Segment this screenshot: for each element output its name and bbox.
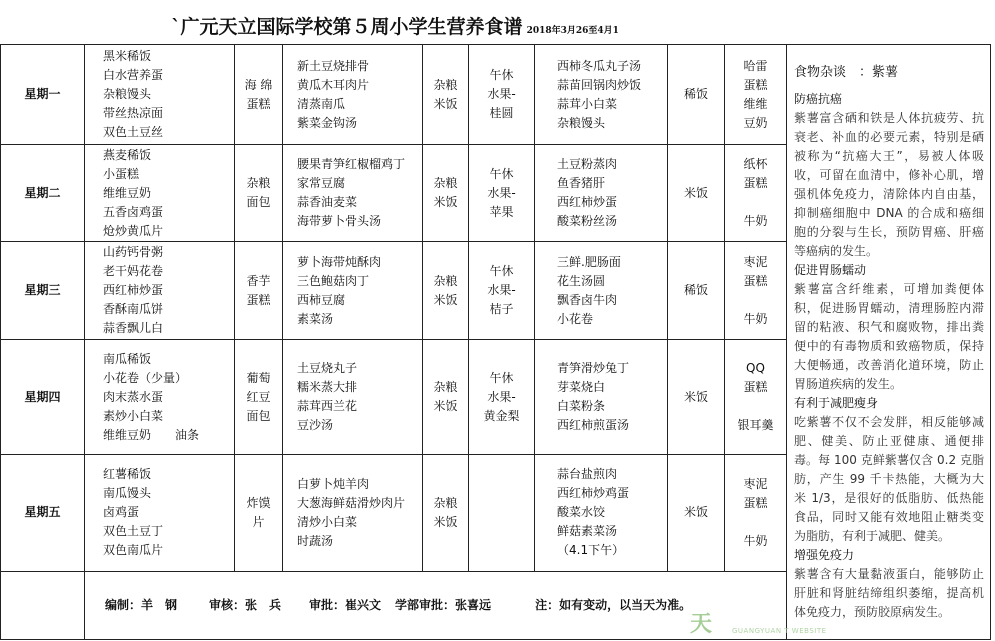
lunch-cell-line: 糯米蒸大排 [297, 380, 358, 395]
dinner-cell-line: 蒜苗回锅肉炒饭 [557, 77, 642, 92]
dinner-cell-line: 小花卷 [557, 311, 594, 326]
lunch-staple-cell [423, 242, 469, 340]
sidebar-section-title: 有利于减肥瘦身 [794, 396, 879, 410]
breakfast-cell-line: 南瓜稀饭 [103, 351, 152, 366]
breakfast-cell-line: 山药钙骨粥 [103, 245, 164, 260]
sidebar-section-title: 促进胃肠蠕动 [794, 263, 867, 277]
breakfast-cell-line: 炝炒黄瓜片 [103, 223, 164, 238]
lunch-staple-cell-line: 杂粮 [433, 495, 458, 510]
snack-cell-line: 红豆 [246, 389, 271, 404]
day-name: 星期四 [1, 340, 85, 454]
lunch-cell [283, 145, 423, 242]
sidebar-section-body: 吃紫薯不仅不会发胖，相反能够减肥、健美、防止亚健康、通便排毒。每 100 克鲜紫薯仅含 0.2 克脂肪，产生 99 千卡热能，大概为大米 1/3，是很好的低脂肪、低热能食品，同时又能有效地阻止糖类变为脂肪，有利于减肥、健美。 [794, 415, 984, 543]
night-snack-cell [725, 242, 787, 340]
snack-cell [235, 340, 283, 454]
dinner-cell [535, 340, 668, 454]
day-name: 星期三 [1, 242, 85, 340]
dinner-cell-line: 蒜台盐煎肉 [557, 467, 618, 482]
breakfast-cell-line: 维维豆奶 油条 [103, 427, 200, 442]
snack-cell-line: 面包 [246, 195, 271, 210]
breakfast-cell-line: 双色南瓜片 [103, 543, 164, 558]
dinner-staple-cell-line: 米饭 [683, 389, 708, 404]
lunch-cell [283, 242, 423, 340]
watermark-text: GUANGYUAN T WEBSITE [732, 627, 827, 635]
breakfast-cell [85, 45, 235, 145]
lunch-staple-cell-line: 米饭 [433, 292, 458, 307]
dinner-cell-line: （4.1下午） [557, 543, 625, 558]
lunch-staple-cell-line: 杂粮 [433, 380, 458, 395]
night-snack-cell-line: 枣泥 [743, 254, 768, 269]
lunch-cell [283, 45, 423, 145]
lunch-cell-line: 豆沙汤 [297, 418, 334, 433]
night-snack-cell-line: 维维 [743, 96, 768, 111]
lunch-staple-cell-line: 米饭 [433, 399, 458, 414]
signature-footer [85, 571, 787, 639]
rest-cell [469, 454, 535, 571]
lunch-cell [283, 454, 423, 571]
rest-cell-line: 水果- [487, 283, 516, 298]
day-name: 星期一 [1, 45, 85, 145]
day-name: 星期五 [1, 454, 85, 571]
sidebar-section-title: 增强免疫力 [794, 548, 855, 562]
rest-cell-line: 黄金梨 [483, 408, 520, 423]
watermark-logo: 天 [690, 612, 713, 637]
lunch-staple-cell-line: 米饭 [433, 96, 458, 111]
rest-cell-line: 苹果 [489, 204, 514, 219]
snack-cell [235, 454, 283, 571]
night-snack-cell-line [725, 193, 786, 212]
dinner-cell-line: 白菜粉条 [557, 399, 606, 414]
breakfast-cell [85, 145, 235, 242]
dinner-staple-cell-line: 稀饭 [683, 283, 708, 298]
breakfast-cell-line: 素炒小白菜 [103, 408, 164, 423]
dinner-cell-line: 土豆粉蒸肉 [557, 157, 618, 172]
lunch-cell-line: 腰果青笋红椒榴鸡丁 [297, 157, 406, 172]
dinner-cell [535, 145, 668, 242]
night-snack-cell [725, 454, 787, 571]
footer-editor: 编制：羊 钢 [105, 597, 178, 612]
sidebar-section-body: 紫薯含有大量黏液蛋白，能够防止肝脏和肾脏结缔组织萎缩，提高机体免疫力，预防胶原病发生。 [794, 567, 984, 619]
rest-cell-line: 水果- [487, 389, 516, 404]
snack-cell [235, 145, 283, 242]
night-snack-cell-line: 豆奶 [743, 115, 768, 130]
snack-cell-line: 杂粮 [246, 176, 271, 191]
dinner-staple-cell [668, 45, 725, 145]
dinner-cell [535, 454, 668, 571]
breakfast-cell [85, 242, 235, 340]
rest-cell [469, 145, 535, 242]
sidebar-section-title: 防癌抗癌 [794, 92, 843, 106]
rest-cell-line: 午休 [489, 370, 514, 385]
day-name: 星期二 [1, 145, 85, 242]
lunch-cell-line: 蒜香油麦菜 [297, 195, 358, 210]
lunch-staple-cell-line: 米饭 [433, 514, 458, 529]
footer-note: 注：如有变动，以当天为准。 [535, 597, 692, 612]
breakfast-cell-line: 黑米稀饭 [103, 49, 152, 64]
rest-cell-line: 桔子 [489, 302, 514, 317]
lunch-staple-cell-line: 米饭 [433, 195, 458, 210]
dinner-cell-line: 西红柿炒蛋 [557, 195, 618, 210]
dinner-cell [535, 45, 668, 145]
dinner-staple-cell [668, 454, 725, 571]
dinner-cell-line: 西红柿炒鸡蛋 [557, 486, 630, 501]
night-snack-cell-line: 蛋糕 [743, 273, 768, 288]
lunch-cell-line: 清蒸南瓜 [297, 96, 346, 111]
breakfast-cell-line: 香酥南瓜饼 [103, 302, 164, 317]
rest-cell-line: 午休 [489, 166, 514, 181]
rest-cell-line: 桂圆 [489, 106, 514, 121]
breakfast-cell-line: 蒜香飘儿白 [103, 321, 164, 336]
night-snack-cell-line: 蛋糕 [743, 77, 768, 92]
snack-cell-line: 蛋糕 [246, 96, 271, 111]
sidebar-heading: 食物杂谈 ：紫薯 [794, 65, 899, 80]
snack-cell-line: 香芋 [246, 273, 271, 288]
lunch-cell-line: 海带萝卜骨头汤 [297, 214, 382, 229]
night-snack-cell-line: 哈雷 [743, 58, 768, 73]
footer-reviewer: 审核：张 兵 [209, 597, 282, 612]
snack-cell-line: 蛋糕 [246, 292, 271, 307]
breakfast-cell-line: 双色土豆丝 [103, 125, 164, 140]
lunch-staple-cell [423, 340, 469, 454]
night-snack-cell-line [725, 291, 786, 310]
breakfast-cell-line: 杂粮馒头 [103, 87, 152, 102]
night-snack-cell-line [725, 397, 786, 416]
dinner-cell-line: 飘香卤牛肉 [557, 292, 618, 307]
lunch-cell-line: 新土豆烧排骨 [297, 58, 370, 73]
rest-cell-line: 水果- [487, 87, 516, 102]
menu-table [0, 44, 991, 640]
night-snack-cell-line: 牛奶 [743, 533, 768, 548]
night-snack-cell-line: QQ [746, 361, 765, 376]
breakfast-cell [85, 340, 235, 454]
breakfast-cell-line: 卤鸡蛋 [103, 505, 140, 520]
title-date: 2018年3月26至4月1 [526, 26, 619, 36]
snack-cell-line: 面包 [246, 408, 271, 423]
footer-approver: 审批：崔兴文 [309, 597, 382, 612]
breakfast-cell-line: 五香卤鸡蛋 [103, 204, 164, 219]
breakfast-cell-line: 老干妈花卷 [103, 264, 164, 279]
dinner-cell-line: 三鲜.肥肠面 [557, 254, 621, 269]
lunch-cell-line: 土豆烧丸子 [297, 361, 358, 376]
lunch-staple-cell-line: 杂粮 [433, 77, 458, 92]
title-text: `广元天立国际学校第５周小学生营养食谱 [171, 16, 523, 38]
lunch-cell-line: 蒜茸西兰花 [297, 399, 358, 414]
breakfast-cell-line: 肉末蒸水蛋 [103, 389, 164, 404]
dinner-staple-cell [668, 340, 725, 454]
breakfast-cell-line: 带丝热凉面 [103, 106, 164, 121]
rest-cell-line: 午休 [489, 68, 514, 83]
lunch-cell-line: 白萝卜炖羊肉 [297, 476, 370, 491]
dinner-staple-cell-line: 米饭 [683, 505, 708, 520]
lunch-cell-line: 家常豆腐 [297, 176, 346, 191]
day-row [1, 45, 991, 145]
snack-cell-line: 葡萄 [246, 370, 271, 385]
dinner-cell-line: 酸菜粉丝汤 [557, 214, 618, 229]
night-snack-cell-line: 蛋糕 [743, 380, 768, 395]
lunch-cell-line: 三色鲍菇肉丁 [297, 273, 370, 288]
lunch-cell-line: 紫菜金钩汤 [297, 115, 358, 130]
dinner-staple-cell [668, 145, 725, 242]
breakfast-cell-line: 燕麦稀饭 [103, 147, 152, 162]
lunch-cell-line: 黄瓜木耳肉片 [297, 77, 370, 92]
breakfast-cell-line: 红薯稀饭 [103, 467, 152, 482]
rest-cell [469, 242, 535, 340]
dinner-staple-cell-line: 米饭 [683, 185, 708, 200]
lunch-cell-line: 清炒小白菜 [297, 514, 358, 529]
dinner-cell-line: 青笋滑炒兔丁 [557, 361, 630, 376]
dinner-cell-line: 蒜茸小白菜 [557, 96, 618, 111]
snack-cell [235, 242, 283, 340]
breakfast-cell-line: 西红柿炒蛋 [103, 283, 164, 298]
dinner-cell-line: 鲜菇素菜汤 [557, 524, 618, 539]
rest-cell-line: 水果- [487, 185, 516, 200]
night-snack-cell-line: 蛋糕 [743, 495, 768, 510]
lunch-staple-cell [423, 454, 469, 571]
night-snack-cell-line: 纸杯 [743, 157, 768, 172]
rest-cell [469, 45, 535, 145]
lunch-cell-line: 萝卜海带炖酥肉 [297, 254, 382, 269]
night-snack-cell-line: 银耳羹 [737, 418, 774, 433]
lunch-cell-line: 素菜汤 [297, 311, 334, 326]
lunch-staple-cell [423, 145, 469, 242]
food-talk-sidebar [787, 45, 991, 640]
breakfast-cell-line: 白水营养蛋 [103, 68, 164, 83]
page-title [0, 12, 790, 39]
breakfast-cell-line: 维维豆奶 [103, 185, 152, 200]
breakfast-cell-line: 南瓜馒头 [103, 486, 152, 501]
dinner-cell [535, 242, 668, 340]
dinner-cell-line: 杂粮馒头 [557, 115, 606, 130]
breakfast-cell-line: 双色土豆丁 [103, 524, 164, 539]
lunch-staple-cell-line: 杂粮 [433, 176, 458, 191]
dinner-cell-line: 西红柿煎蛋汤 [557, 418, 630, 433]
dinner-staple-cell-line: 稀饭 [683, 87, 708, 102]
dinner-cell-line: 芽菜烧白 [557, 380, 606, 395]
lunch-cell-line: 时蔬汤 [297, 533, 334, 548]
dinner-cell-line: 酸菜水饺 [557, 505, 606, 520]
night-snack-cell-line: 牛奶 [743, 214, 768, 229]
footer-dept-approver: 学部审批：张喜远 [395, 597, 492, 612]
dinner-cell-line: 鱼香猪肝 [557, 176, 606, 191]
sidebar-section-body: 紫薯富含纤维素，可增加粪便体积，促进肠胃蠕动，清理肠腔内滞留的粘液、积气和腐败物，排出粪便中的有毒物质和致癌物质，保持大便畅通，改善消化道环境，防止胃肠道疾病的发生。 [794, 282, 984, 391]
night-snack-cell-line [725, 513, 786, 532]
breakfast-cell-line: 小花卷（少量） [103, 370, 188, 385]
lunch-cell [283, 340, 423, 454]
dinner-cell-line: 西柿冬瓜丸子汤 [557, 58, 642, 73]
snack-cell-line: 炸馍 [246, 495, 271, 510]
breakfast-cell-line: 小蛋糕 [103, 166, 140, 181]
breakfast-cell [85, 454, 235, 571]
night-snack-cell [725, 45, 787, 145]
sidebar-section-body: 紫薯富含硒和铁是人体抗疲劳、抗衰老、补血的必要元素，特别是硒被称为“抗癌大王”，易被人体吸收，可留在血清中，修补心肌，增强机体免疫力，清除体内自由基，抑制癌细胞中 DNA 的合成和癌细胞的分裂与生长，预防胃癌、肝癌等癌病的发生。 [794, 111, 984, 258]
dinner-staple-cell [668, 242, 725, 340]
night-snack-cell [725, 340, 787, 454]
footer-blank [1, 571, 85, 639]
night-snack-cell [725, 145, 787, 242]
snack-cell-line: 海 绵 [244, 77, 273, 92]
rest-cell-line: 午休 [489, 264, 514, 279]
rest-cell [469, 340, 535, 454]
night-snack-cell-line: 牛奶 [743, 311, 768, 326]
night-snack-cell-line: 枣泥 [743, 476, 768, 491]
lunch-cell-line: 西柿豆腐 [297, 292, 346, 307]
dinner-cell-line: 花生汤圆 [557, 273, 606, 288]
snack-cell-line: 片 [252, 514, 265, 529]
lunch-staple-cell-line: 杂粮 [433, 273, 458, 288]
snack-cell [235, 45, 283, 145]
night-snack-cell-line: 蛋糕 [743, 176, 768, 191]
lunch-cell-line: 大葱海鲜菇滑炒肉片 [297, 495, 406, 510]
lunch-staple-cell [423, 45, 469, 145]
